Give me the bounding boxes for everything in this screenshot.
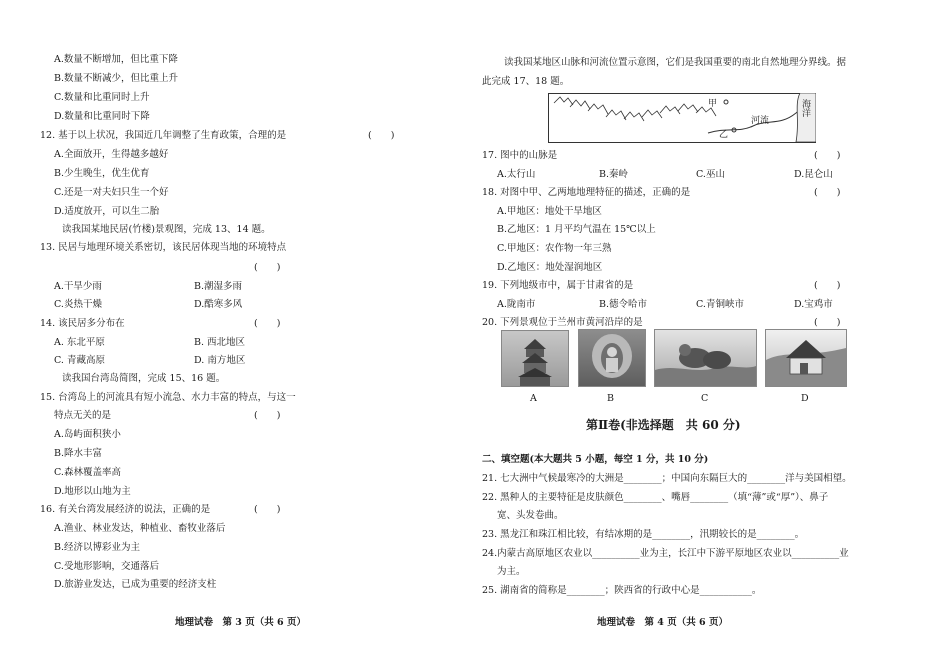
section-2-title: 第Ⅱ卷(非选择题 共 60 分): [586, 418, 741, 432]
mountain-river-map: [548, 93, 816, 143]
q12-answer-paren: ( ): [368, 130, 395, 141]
q18-stem: 18. 对图中甲、乙两地地理特征的描述，正确的是: [482, 187, 691, 198]
q18-option-d: D.乙地区：地处湿润地区: [497, 262, 603, 273]
q20-photo-b: [578, 329, 646, 387]
q21: 21. 七大洲中气候最寒冷的大洲是________；中国向东隔巨大的________洋与美国相望。: [482, 473, 852, 484]
map-svg: [548, 93, 816, 143]
q19-option-c: C.青铜峡市: [696, 299, 744, 310]
map-label-jia: 甲: [708, 99, 718, 109]
q12-option-c: C.还是一对夫妇只生一个好: [54, 187, 169, 198]
q18-option-a: A.甲地区：地处干旱地区: [497, 206, 602, 217]
intro-17-18-line2: 此完成 17、18 题。: [482, 76, 570, 87]
q16-option-a: A.渔业、林业发达，种植业、畜牧业落后: [54, 523, 226, 534]
q25: 25. 湖南省的简称是________；陕西省的行政中心是___________。: [482, 585, 762, 596]
q19-stem: 19. 下列地级市中，属于甘肃省的是: [482, 280, 634, 291]
q11-option-c: C.数量和比重同时上升: [54, 92, 150, 103]
q13-option-d: D.酷寒多风: [194, 299, 243, 310]
q11-option-a: A.数量不断增加，但比重下降: [54, 54, 178, 65]
q20-photo-c: [654, 329, 757, 387]
q20-label-c: C: [701, 393, 709, 404]
q14-option-a: A. 东北平原: [54, 337, 105, 348]
q14-answer-paren: ( ): [254, 318, 281, 329]
q12-option-d: D.适度放开，可以生二胎: [54, 206, 160, 217]
q17-stem: 17. 图中的山脉是: [482, 150, 558, 161]
q16-answer-paren: ( ): [254, 504, 281, 515]
intro-13-14: 读我国某地民居(竹楼)景观图，完成 13、14 题。: [62, 224, 271, 235]
q19-option-a: A.陇南市: [497, 299, 536, 310]
left-page-footer: 地理试卷 第 3 页（共 6 页）: [175, 617, 306, 628]
q15-stem-line1: 15. 台湾岛上的河流具有短小流急、水力丰富的特点，与这一: [40, 392, 296, 403]
q20-label-d: D: [801, 393, 809, 404]
q24-line1: 24.内蒙古高原地区农业以__________业为主，长江中下游平原地区农业以__________业: [482, 548, 849, 559]
q18-option-c: C.甲地区：农作物一年三熟: [497, 243, 612, 254]
q16-option-c: C.受地形影响，交通落后: [54, 561, 159, 572]
q13-option-c: C.炎热干燥: [54, 299, 102, 310]
q18-answer-paren: ( ): [814, 187, 841, 198]
q17-answer-paren: ( ): [814, 150, 841, 161]
q11-option-d: D.数量和比重同时下降: [54, 111, 150, 122]
q14-stem: 14. 该民居多分布在: [40, 318, 125, 329]
q13-stem: 13. 民居与地理环境关系密切，该民居体现当地的环境特点: [40, 242, 287, 253]
map-frame: [549, 94, 816, 143]
q12-option-a: A.全面放开，生得越多越好: [54, 149, 169, 160]
q20-answer-paren: ( ): [814, 317, 841, 328]
q17-option-d: D.昆仑山: [794, 169, 833, 180]
q14-option-b: B. 西北地区: [194, 337, 246, 348]
q20-label-a: A: [530, 393, 537, 404]
q15-option-d: D.地形以山地为主: [54, 486, 131, 497]
q13-answer-paren: ( ): [254, 262, 281, 273]
q12-stem: 12. 基于以上状况，我国近几年调整了生育政策，合理的是: [40, 130, 287, 141]
q22-line2: 宽、头发卷曲。: [497, 510, 564, 521]
right-page-footer: 地理试卷 第 4 页（共 6 页）: [597, 617, 728, 628]
q14-option-d: D. 南方地区: [194, 355, 246, 366]
q13-option-b: B.潮湿多雨: [194, 281, 243, 292]
q15-option-a: A.岛屿面积狭小: [54, 429, 121, 440]
q22-line1: 22. 黑种人的主要特征是皮肤颜色________、嘴唇________（填“薄”或“厚”）、鼻子: [482, 492, 829, 503]
q19-option-d: D.宝鸡市: [794, 299, 833, 310]
q15-stem-line2: 特点无关的是: [54, 410, 112, 421]
q24-line2: 为主。: [497, 566, 526, 577]
q23: 23. 黑龙江和珠江相比较，有结冰期的是________，汛期较长的是________。: [482, 529, 805, 540]
q19-answer-paren: ( ): [814, 280, 841, 291]
intro-17-18-line1: 读我国某地区山脉和河流位置示意图，它们是我国重要的南北自然地理分界线。据: [504, 57, 847, 68]
map-label-yi: 乙: [719, 130, 729, 140]
fill-in-section-heading: 二、填空题(本大题共 5 小题，每空 1 分，共 10 分): [482, 454, 709, 465]
q17-option-b: B.秦岭: [599, 169, 629, 180]
q15-answer-paren: ( ): [254, 410, 281, 421]
map-label-sea: 海洋: [800, 99, 810, 117]
q20-label-b: B: [607, 393, 614, 404]
q20-photo-a: [501, 330, 569, 387]
q15-option-c: C.森林覆盖率高: [54, 467, 121, 478]
q15-option-b: B.降水丰富: [54, 448, 103, 459]
q20-stem: 20. 下列景观位于兰州市黄河沿岸的是: [482, 317, 643, 328]
q16-option-d: D.旅游业发达，已成为重要的经济支柱: [54, 579, 217, 590]
q16-stem: 16. 有关台湾发展经济的说法，正确的是: [40, 504, 211, 515]
q20-photo-d: [765, 329, 847, 387]
q17-option-c: C.巫山: [696, 169, 725, 180]
q17-option-a: A.太行山: [497, 169, 536, 180]
q14-option-c: C. 青藏高原: [54, 355, 105, 366]
intro-15-16: 读我国台湾岛简图，完成 15、16 题。: [62, 373, 226, 384]
q11-option-b: B.数量不断减少，但比重上升: [54, 73, 179, 84]
q12-option-b: B.少生晚生，优生优育: [54, 168, 150, 179]
q16-option-b: B.经济以博彩业为主: [54, 542, 141, 553]
map-label-river: 河流: [751, 116, 770, 126]
q18-option-b: B.乙地区：1 月平均气温在 15℃以上: [497, 224, 656, 235]
q13-option-a: A.干旱少雨: [54, 281, 102, 292]
q19-option-b: B.德令哈市: [599, 299, 648, 310]
